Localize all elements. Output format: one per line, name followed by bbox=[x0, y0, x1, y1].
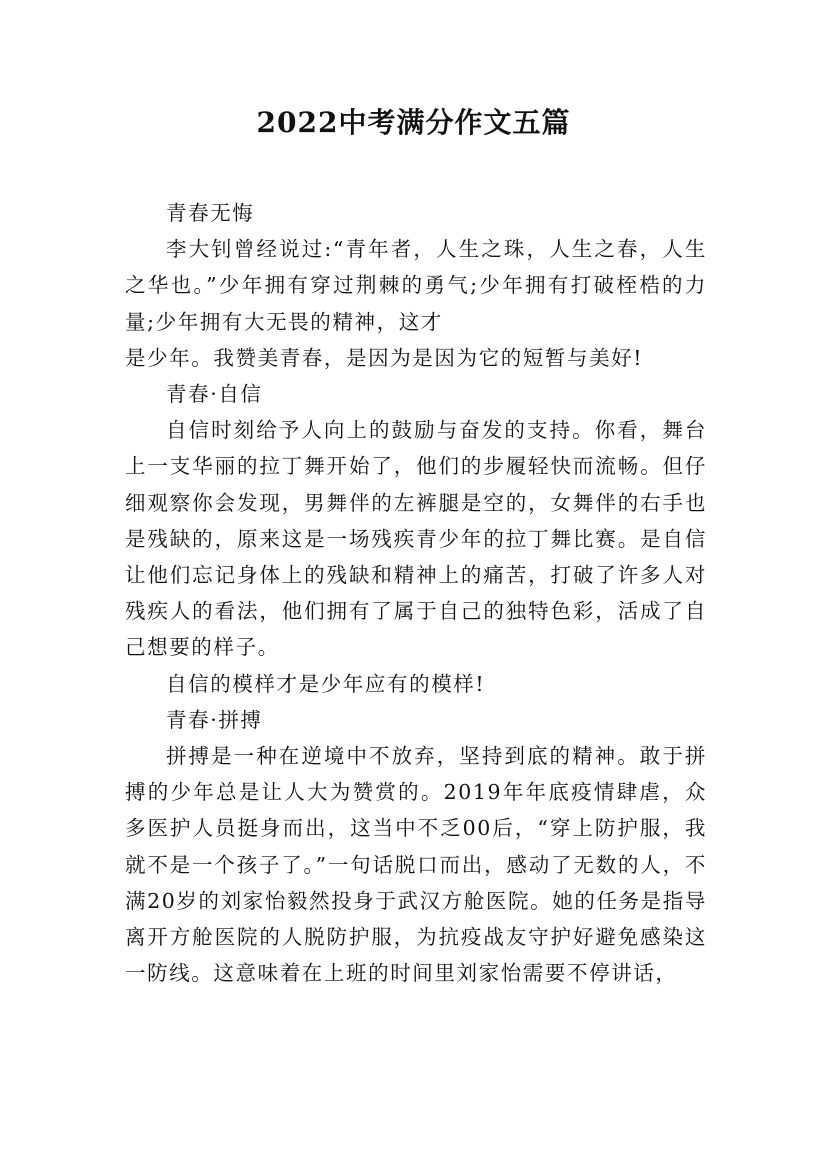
paragraph-li-dazhao-quote: 李大钊曾经说过:“青年者，人生之珠，人生之春，人生之华也。”少年拥有穿过荆棘的勇气;少年拥有打破桎梏的力量;少年拥有大无畏的精神，这才 bbox=[125, 237, 707, 334]
section-heading-youth-no-regret: 青春无悔 bbox=[166, 201, 255, 225]
document-title: 2022中考满分作文五篇 bbox=[256, 106, 571, 139]
section-heading-youth-confidence: 青春·自信 bbox=[166, 382, 263, 407]
paragraph-confidence-latin-dance: 自信时刻给予人向上的鼓励与奋发的支持。你看，舞台上一支华丽的拉丁舞开始了，他们的步履轻快而流畅。但仔细观察你会发现，男舞伴的左裤腿是空的，女舞伴的右手也是残缺的，原来这是一场残疾青少年的拉丁舞比赛。是自信让他们忘记身体上的残缺和精神上的痛苦，打破了许多人对残疾人的看法，他们拥有了属于自己的独特色彩，活成了自己想要的样子。 bbox=[125, 418, 707, 660]
section-heading-youth-struggle: 青春·拼搏 bbox=[166, 707, 263, 732]
paragraph-struggle-epidemic: 拼搏是一种在逆境中不放弃，坚持到底的精神。敢于拼搏的少年总是让人大为赞赏的。2019年年底疫情肆虐，众多医护人员挺身而出，这当中不乏00后，“穿上防护服，我就不是一个孩子了。”一句话脱口而出，感动了无数的人，不满20岁的刘家怡毅然投身于武汉方舱医院。她的任务是指导离开方舱医院的人脱防护服，为抗疫战友守护好避免感染这一防线。这意味着在上班的时间里刘家怡需要不停讲话， bbox=[125, 744, 707, 986]
paragraph-confidence-conclusion: 自信的模样才是少年应有的模样! bbox=[166, 671, 486, 696]
document-body bbox=[125, 195, 707, 991]
paragraph-this-is-youth: 是少年。我赞美青春，是因为是因为它的短暂与美好! bbox=[125, 345, 644, 370]
